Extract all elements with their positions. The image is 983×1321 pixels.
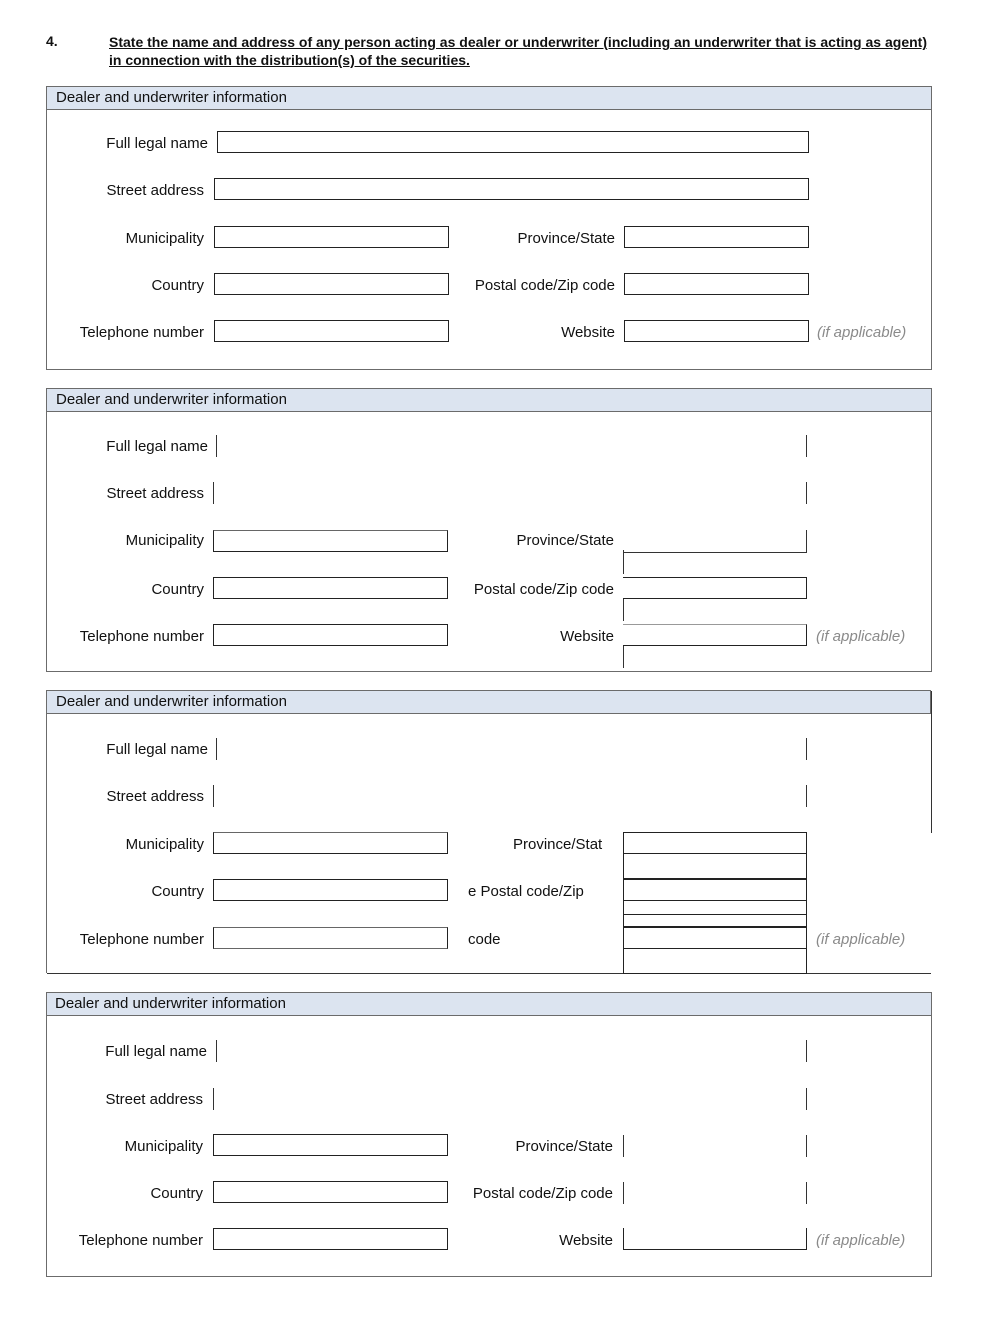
website-label: Website	[559, 1232, 613, 1249]
street-address-field[interactable]	[214, 178, 809, 200]
country-field[interactable]	[213, 577, 448, 599]
if-applicable-note: (if applicable)	[816, 628, 906, 645]
field-edge	[623, 550, 624, 574]
telephone-field[interactable]	[213, 624, 448, 646]
dealer-panel-2	[46, 388, 932, 672]
panel-header: Dealer and underwriter information	[47, 87, 931, 110]
street-address-field[interactable]	[213, 1088, 214, 1110]
municipality-field[interactable]	[213, 1134, 448, 1156]
telephone-label: Telephone number	[79, 628, 204, 645]
website-field[interactable]	[623, 624, 807, 646]
postal-code-field[interactable]	[624, 273, 809, 295]
telephone-field[interactable]	[213, 927, 448, 949]
field-edge	[806, 1040, 807, 1062]
telephone-label: Telephone number	[78, 1232, 203, 1249]
field-edge	[806, 738, 807, 760]
street-address-field[interactable]	[213, 785, 214, 807]
province-state-field[interactable]	[623, 1135, 624, 1157]
telephone-label: Telephone number	[79, 931, 204, 948]
dealer-panel-1	[46, 86, 932, 370]
if-applicable-note: (if applicable)	[816, 1232, 906, 1249]
field-edge	[806, 482, 807, 504]
full-legal-name-label: Full legal name	[105, 1043, 207, 1060]
telephone-field[interactable]	[213, 1228, 448, 1250]
municipality-field[interactable]	[214, 226, 449, 248]
dealer-panel-3	[46, 690, 931, 973]
street-address-label: Street address	[106, 788, 204, 805]
full-legal-name-field[interactable]	[216, 738, 217, 760]
panel-header: Dealer and underwriter information	[47, 993, 931, 1016]
field-fragment	[623, 949, 807, 974]
field-fragment	[623, 854, 807, 879]
province-state-field[interactable]	[624, 552, 807, 553]
field-edge	[623, 646, 624, 668]
street-address-label: Street address	[106, 485, 204, 502]
street-address-field[interactable]	[213, 482, 214, 504]
province-state-field[interactable]	[624, 226, 809, 248]
country-field[interactable]	[213, 1181, 448, 1203]
municipality-label: Municipality	[125, 532, 204, 549]
country-label: Country	[150, 1185, 203, 1202]
field-fragment	[623, 915, 807, 927]
province-state-label: Province/State	[515, 1138, 613, 1155]
telephone-field[interactable]	[214, 320, 449, 342]
dealer-panel-4	[46, 992, 932, 1277]
province-state-label: Province/Stat	[513, 836, 603, 853]
website-label: Website	[560, 628, 614, 645]
field-edge	[806, 785, 807, 807]
province-state-label: Province/State	[517, 230, 615, 247]
postal-code-label: Postal code/Zip code	[474, 277, 615, 294]
postal-code-label-continued: code	[468, 931, 501, 948]
postal-code-label: Postal code/Zip code	[473, 581, 614, 598]
if-applicable-note: (if applicable)	[816, 931, 906, 948]
panel-header: Dealer and underwriter information	[47, 691, 931, 714]
website-field[interactable]	[623, 927, 807, 949]
municipality-field[interactable]	[213, 832, 448, 854]
postal-code-label: e Postal code/Zip	[468, 883, 584, 900]
full-legal-name-label: Full legal name	[106, 135, 208, 152]
country-label: Country	[151, 581, 204, 598]
province-state-label: Province/State	[516, 532, 614, 549]
field-edge	[806, 530, 807, 552]
street-address-label: Street address	[105, 1091, 203, 1108]
telephone-label: Telephone number	[79, 324, 204, 341]
panel-header: Dealer and underwriter information	[47, 389, 931, 412]
field-edge	[806, 1135, 807, 1157]
country-field[interactable]	[214, 273, 449, 295]
full-legal-name-label: Full legal name	[106, 438, 208, 455]
website-label: Website	[561, 324, 615, 341]
municipality-label: Municipality	[124, 1138, 203, 1155]
postal-code-field[interactable]	[623, 879, 807, 901]
field-edge	[623, 599, 624, 621]
field-edge	[806, 435, 807, 457]
municipality-label: Municipality	[125, 836, 204, 853]
if-applicable-note: (if applicable)	[817, 324, 907, 341]
municipality-field[interactable]	[213, 530, 448, 552]
municipality-label: Municipality	[125, 230, 204, 247]
field-fragment	[623, 901, 807, 915]
full-legal-name-field[interactable]	[216, 435, 217, 457]
postal-code-field[interactable]	[623, 577, 807, 599]
postal-code-label: Postal code/Zip code	[472, 1185, 613, 1202]
full-legal-name-field[interactable]	[217, 131, 809, 153]
question-number: 4.	[46, 33, 58, 49]
website-field[interactable]	[623, 1228, 807, 1250]
website-field[interactable]	[624, 320, 809, 342]
country-label: Country	[151, 277, 204, 294]
street-address-label: Street address	[106, 182, 204, 199]
province-state-field[interactable]	[623, 832, 807, 854]
panel-edge	[931, 691, 932, 833]
question-text: State the name and address of any person acting as dealer or underwriter (including an underwriter that is acting as agent) in connection with the distribution(s) of the securities.	[109, 34, 927, 68]
field-edge	[806, 1182, 807, 1204]
full-legal-name-field[interactable]	[216, 1040, 217, 1062]
country-field[interactable]	[213, 879, 448, 901]
country-label: Country	[151, 883, 204, 900]
postal-code-field[interactable]	[623, 1182, 624, 1204]
full-legal-name-label: Full legal name	[106, 741, 208, 758]
field-edge	[806, 1088, 807, 1110]
